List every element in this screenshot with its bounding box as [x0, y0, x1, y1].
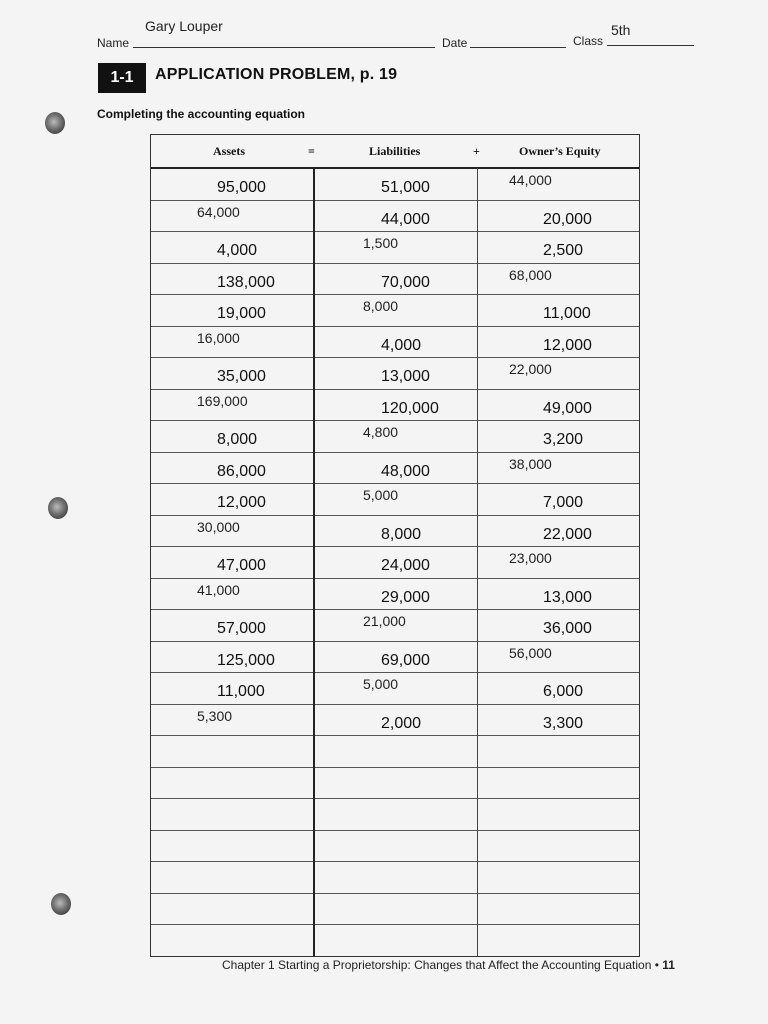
- assets-value: 138,000: [217, 273, 275, 291]
- assets-value: 86,000: [217, 462, 266, 480]
- equity-answer: 56,000: [509, 644, 552, 661]
- equity-value: 2,500: [543, 242, 584, 259]
- name-value: Gary Louper: [145, 18, 223, 34]
- assets-value: 11,000: [217, 683, 265, 700]
- liabilities-header: Liabilities: [369, 144, 421, 158]
- class-line: [607, 45, 694, 46]
- assets-value: 125,000: [217, 651, 275, 669]
- blank-row: [151, 831, 639, 863]
- binder-hole-icon: [48, 497, 68, 519]
- equity-header: Owner’s Equity: [519, 144, 601, 158]
- assets-value: 47,000: [217, 557, 266, 574]
- assets-value: 95,000: [217, 179, 266, 196]
- equals-sign: =: [308, 144, 315, 158]
- assets-answer: 64,000: [197, 203, 240, 220]
- date-line: [470, 47, 566, 48]
- table-row: [151, 642, 639, 674]
- liabilities-answer: 5,000: [363, 676, 399, 692]
- equity-value: 36,000: [543, 620, 592, 637]
- liabilities-value: 48,000: [381, 462, 430, 480]
- assets-answer: 30,000: [197, 518, 240, 535]
- liabilities-value: 13,000: [381, 368, 430, 385]
- accounting-equation-table: [150, 134, 640, 957]
- table-row: [151, 232, 639, 264]
- table-row: [151, 390, 639, 422]
- table-row: [151, 421, 639, 453]
- blank-row: [151, 799, 639, 831]
- liabilities-value: 8,000: [381, 525, 422, 543]
- assets-answer: 169,000: [197, 392, 248, 409]
- table-body: [151, 169, 639, 956]
- equity-value: 20,000: [543, 210, 592, 228]
- liabilities-value: 120,000: [381, 399, 439, 417]
- table-row: [151, 516, 639, 548]
- blank-row: [151, 736, 639, 768]
- table-row: [151, 453, 639, 485]
- date-label: Date: [442, 36, 468, 50]
- blank-row: [151, 925, 639, 956]
- table-row: [151, 358, 639, 390]
- equity-value: 49,000: [543, 399, 592, 417]
- table-row: [151, 705, 639, 737]
- assets-answer: 41,000: [197, 581, 240, 598]
- table-row: [151, 484, 639, 516]
- problem-subtitle: Completing the accounting equation: [97, 107, 305, 121]
- equity-answer: 23,000: [509, 550, 552, 566]
- assets-value: 57,000: [217, 620, 266, 637]
- equity-value: 11,000: [543, 305, 591, 322]
- equity-value: 22,000: [543, 525, 592, 543]
- assets-value: 35,000: [217, 368, 266, 385]
- equity-value: 3,200: [543, 431, 584, 448]
- liabilities-value: 70,000: [381, 273, 430, 291]
- page-number: 11: [662, 958, 675, 972]
- footer-text: Chapter 1 Starting a Proprietorship: Changes that Affect the Accounting Equation •: [222, 958, 659, 972]
- liabilities-value: 69,000: [381, 651, 430, 669]
- liabilities-value: 44,000: [381, 210, 430, 228]
- blank-row: [151, 768, 639, 800]
- assets-value: 19,000: [217, 305, 266, 322]
- assets-answer: 5,300: [197, 707, 233, 724]
- table-row: [151, 673, 639, 705]
- assets-value: 12,000: [217, 494, 266, 511]
- liabilities-answer: 1,500: [363, 235, 399, 251]
- page-footer: [222, 958, 675, 972]
- column-divider: [477, 168, 478, 956]
- liabilities-answer: 5,000: [363, 487, 399, 503]
- class-label: Class: [573, 34, 604, 48]
- equity-value: 7,000: [543, 494, 584, 511]
- problem-title: APPLICATION PROBLEM, p. 19: [155, 66, 398, 83]
- table-row: [151, 610, 639, 642]
- class-value: 5th: [611, 22, 631, 38]
- liabilities-value: 4,000: [381, 336, 422, 354]
- table-row: [151, 201, 639, 233]
- equity-answer: 68,000: [509, 266, 552, 283]
- equity-answer: 22,000: [509, 361, 552, 377]
- liabilities-answer: 8,000: [363, 298, 399, 314]
- table-row: [151, 547, 639, 579]
- table-row: [151, 169, 639, 201]
- blank-row: [151, 862, 639, 894]
- liabilities-value: 29,000: [381, 588, 430, 606]
- equity-value: 12,000: [543, 336, 592, 354]
- table-row: [151, 327, 639, 359]
- name-line: [133, 47, 435, 48]
- plus-sign: +: [473, 144, 480, 158]
- assets-value: 8,000: [217, 431, 258, 448]
- table-row: [151, 579, 639, 611]
- assets-answer: 16,000: [197, 329, 240, 346]
- equity-answer: 38,000: [509, 455, 552, 472]
- equity-value: 13,000: [543, 588, 592, 606]
- equity-value: 6,000: [543, 683, 584, 700]
- binder-hole-icon: [45, 112, 65, 134]
- equity-value: 3,300: [543, 714, 584, 732]
- assets-header: Assets: [213, 144, 245, 158]
- name-label: Name: [97, 36, 130, 50]
- table-row: [151, 295, 639, 327]
- liabilities-value: 51,000: [381, 179, 430, 196]
- table-header: [151, 135, 639, 169]
- blank-row: [151, 894, 639, 926]
- equity-answer: 44,000: [509, 172, 552, 188]
- binder-hole-icon: [51, 893, 71, 915]
- table-row: [151, 264, 639, 296]
- liabilities-value: 24,000: [381, 557, 430, 574]
- liabilities-answer: 4,800: [363, 424, 399, 440]
- problem-number-badge: 1-1: [98, 63, 146, 93]
- liabilities-answer: 21,000: [363, 613, 406, 629]
- liabilities-value: 2,000: [381, 714, 422, 732]
- assets-value: 4,000: [217, 242, 258, 259]
- column-divider: [313, 168, 315, 956]
